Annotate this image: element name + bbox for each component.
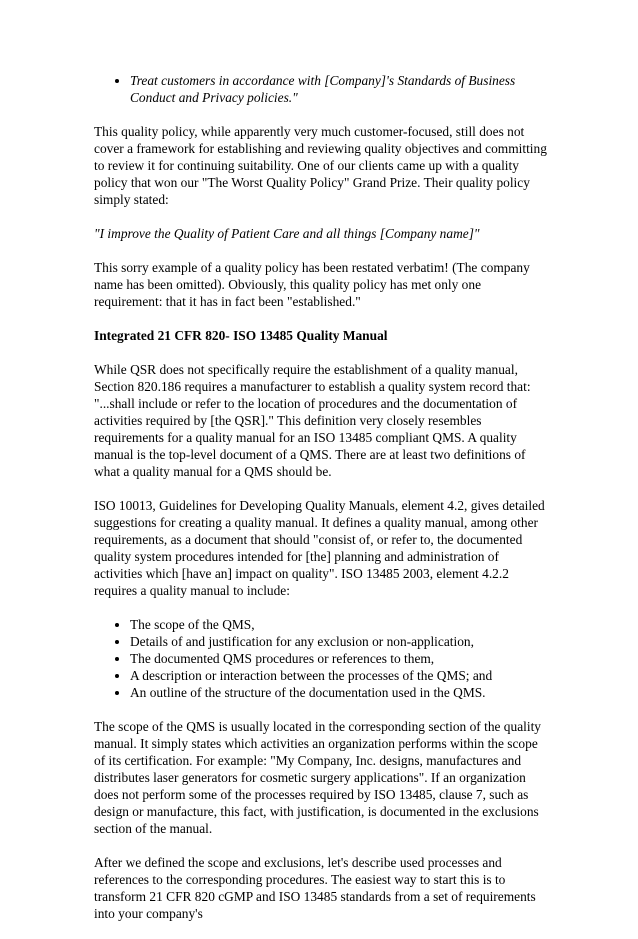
paragraph-processes: After we defined the scope and exclusions, let's describe used processes and references to the corresponding procedures. The easiest way to start this is to transform 21 CFR 820 cGMP and ISO 13485 standards from a set of requirements into your company's	[94, 855, 536, 921]
paragraph-qsr-manual: While QSR does not specifically require the establishment of a quality manual, Section 820.186 requires a manufacturer to establish a quality system record that: "...shall include or refer to the location of procedures and the documentation of activities required by [the QSR]." This definition very closely resembles requirements for a quality manual for an ISO 13485 compliant QMS. A quality manual is the top-level document of a QMS. There are at least two definitions of what a quality manual for a QMS should be.	[94, 362, 531, 479]
list-item: • Details of and justification for any exclusion or non-application,	[130, 633, 549, 650]
list-item: • An outline of the structure of the documentation used in the QMS.	[130, 684, 549, 701]
paragraph-sorry-example: This sorry example of a quality policy has been restated verbatim! (The company name has been omitted). Obviously, this quality policy has met only one requirement: that it has in fact been "established."	[94, 260, 530, 309]
list-item: • The documented QMS procedures or references to them,	[130, 650, 549, 667]
section-heading: Integrated 21 CFR 820- ISO 13485 Quality Manual	[94, 328, 388, 343]
quoted-policy: "I improve the Quality of Patient Care and all things [Company name]"	[94, 226, 480, 241]
document-page	[94, 72, 549, 939]
list-item: • A description or interaction between the processes of the QMS; and	[130, 667, 549, 684]
manual-requirements-list	[94, 616, 549, 701]
list-item: • Treat customers in accordance with [Company]'s Standards of Business Conduct and Privacy policies."	[130, 72, 549, 106]
policy-bullet-list	[94, 72, 549, 106]
list-item: • The scope of the QMS,	[130, 616, 549, 633]
paragraph-quality-policy: This quality policy, while apparently very much customer-focused, still does not cover a framework for establishing and reviewing quality objectives and committing to review it for continuing suitability. One of our clients came up with a quality policy that won our "The Worst Quality Policy" Grand Prize. Their quality policy simply stated:	[94, 124, 547, 207]
paragraph-iso-10013: ISO 10013, Guidelines for Developing Quality Manuals, element 4.2, gives detailed suggestions for creating a quality manual. It defines a quality manual, among other requirements, as a document that should "consist of, or refer to, the documented quality system procedures intended for [the] planning and administration of activities which [have an] impact on quality". ISO 13485 2003, element 4.2.2 requires a quality manual to include:	[94, 498, 545, 598]
paragraph-qms-scope: The scope of the QMS is usually located in the corresponding section of the quality manual. It simply states which activities an organization performs within the scope of its certification. For example: "My Company, Inc. designs, manufactures and distributes laser generators for cosmetic surgery applications". If an organization does not perform some of the processes required by ISO 13485, clause 7, such as design or manufacture, this fact, with justification, is documented in the exclusions section of the manual.	[94, 719, 541, 836]
